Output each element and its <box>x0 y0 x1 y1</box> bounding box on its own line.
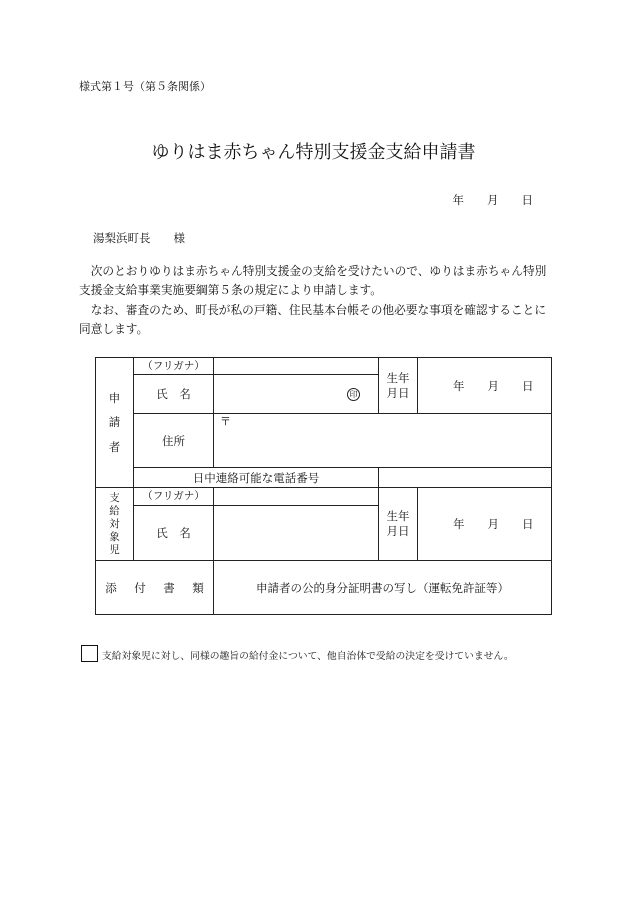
applicant-furigana-label-cell <box>134 358 214 375</box>
child-furigana-label-cell <box>134 488 214 506</box>
applicant-furigana-field <box>214 358 379 375</box>
attachments-value-cell <box>214 561 552 615</box>
applicant-section-label: 申請者 <box>108 390 121 454</box>
child-section-cell <box>96 488 134 561</box>
applicant-birthdate-value: 年 月 日 <box>453 378 534 393</box>
application-table <box>95 357 552 615</box>
applicant-name-label: 氏 名 <box>156 387 191 401</box>
intro-paragraph <box>79 262 569 339</box>
attachments-label-cell <box>96 561 214 615</box>
phone-field <box>379 468 552 488</box>
postal-mark: 〒 <box>220 415 231 428</box>
applicant-name-label-cell <box>134 375 214 414</box>
birthdate-label-line: 生年 <box>386 509 410 523</box>
applicant-birthdate-label-cell <box>379 358 418 414</box>
declaration-checkbox <box>81 645 98 662</box>
form-title: ゆりはま赤ちゃん特別支援金支給申請書 <box>151 142 476 163</box>
attachments-value: 申請者の公的身分証明書の写し（運転免許証等） <box>256 580 509 595</box>
child-name-label: 氏 名 <box>156 526 191 540</box>
applicant-name-field <box>214 375 379 414</box>
applicant-address-label: 住所 <box>162 433 185 448</box>
child-furigana-label: （フリガナ） <box>142 490 205 502</box>
applicant-furigana-label: （フリガナ） <box>142 359 205 372</box>
addressee: 湯梨浜町長 様 <box>93 231 185 245</box>
child-section-label: 支給対象児 <box>109 491 120 556</box>
phone-label: 日中連絡可能な電話番号 <box>192 470 320 485</box>
birthdate-label-line: 月日 <box>386 385 410 400</box>
seal-mark: 印 <box>347 388 360 401</box>
declaration-text: 支給対象児に対し、同様の趣旨の給付金について、他自治体で受給の決定を受けていません。 <box>102 651 514 662</box>
intro-line: 次のとおりゆりはま赤ちゃん特別支援金の支給を受けたいので、ゆりはま赤ちゃん特別 <box>79 264 547 278</box>
child-furigana-field <box>214 488 379 506</box>
submission-date-line: 年 月 日 <box>452 193 533 207</box>
applicant-address-label-cell <box>134 414 214 468</box>
intro-line: 同意します。 <box>79 321 149 336</box>
child-birthdate-value: 年 月 日 <box>453 517 534 531</box>
applicant-birthdate-field <box>418 358 552 414</box>
attachments-label: 添 付 書 類 <box>105 580 207 595</box>
form-number: 様式第１号（第５条関係） <box>79 80 211 93</box>
phone-label-cell <box>134 468 379 488</box>
birthdate-label-line: 生年 <box>386 370 410 385</box>
applicant-address-field <box>214 414 552 468</box>
applicant-section-cell <box>96 358 134 488</box>
child-name-field <box>214 506 379 561</box>
child-birthdate-label-cell <box>379 488 418 561</box>
intro-line: 支援金支給事業実施要綱第５条の規定により申請します。 <box>79 283 382 298</box>
child-birthdate-field <box>418 488 552 561</box>
intro-line: なお、審査のため、町長が私の戸籍、住民基本台帳その他必要な事項を確認することに <box>79 302 547 317</box>
child-name-label-cell <box>134 506 214 561</box>
applicant-birthdate-label <box>387 371 410 401</box>
birthdate-label-line: 月日 <box>386 524 410 538</box>
child-birthdate-label <box>387 509 410 539</box>
